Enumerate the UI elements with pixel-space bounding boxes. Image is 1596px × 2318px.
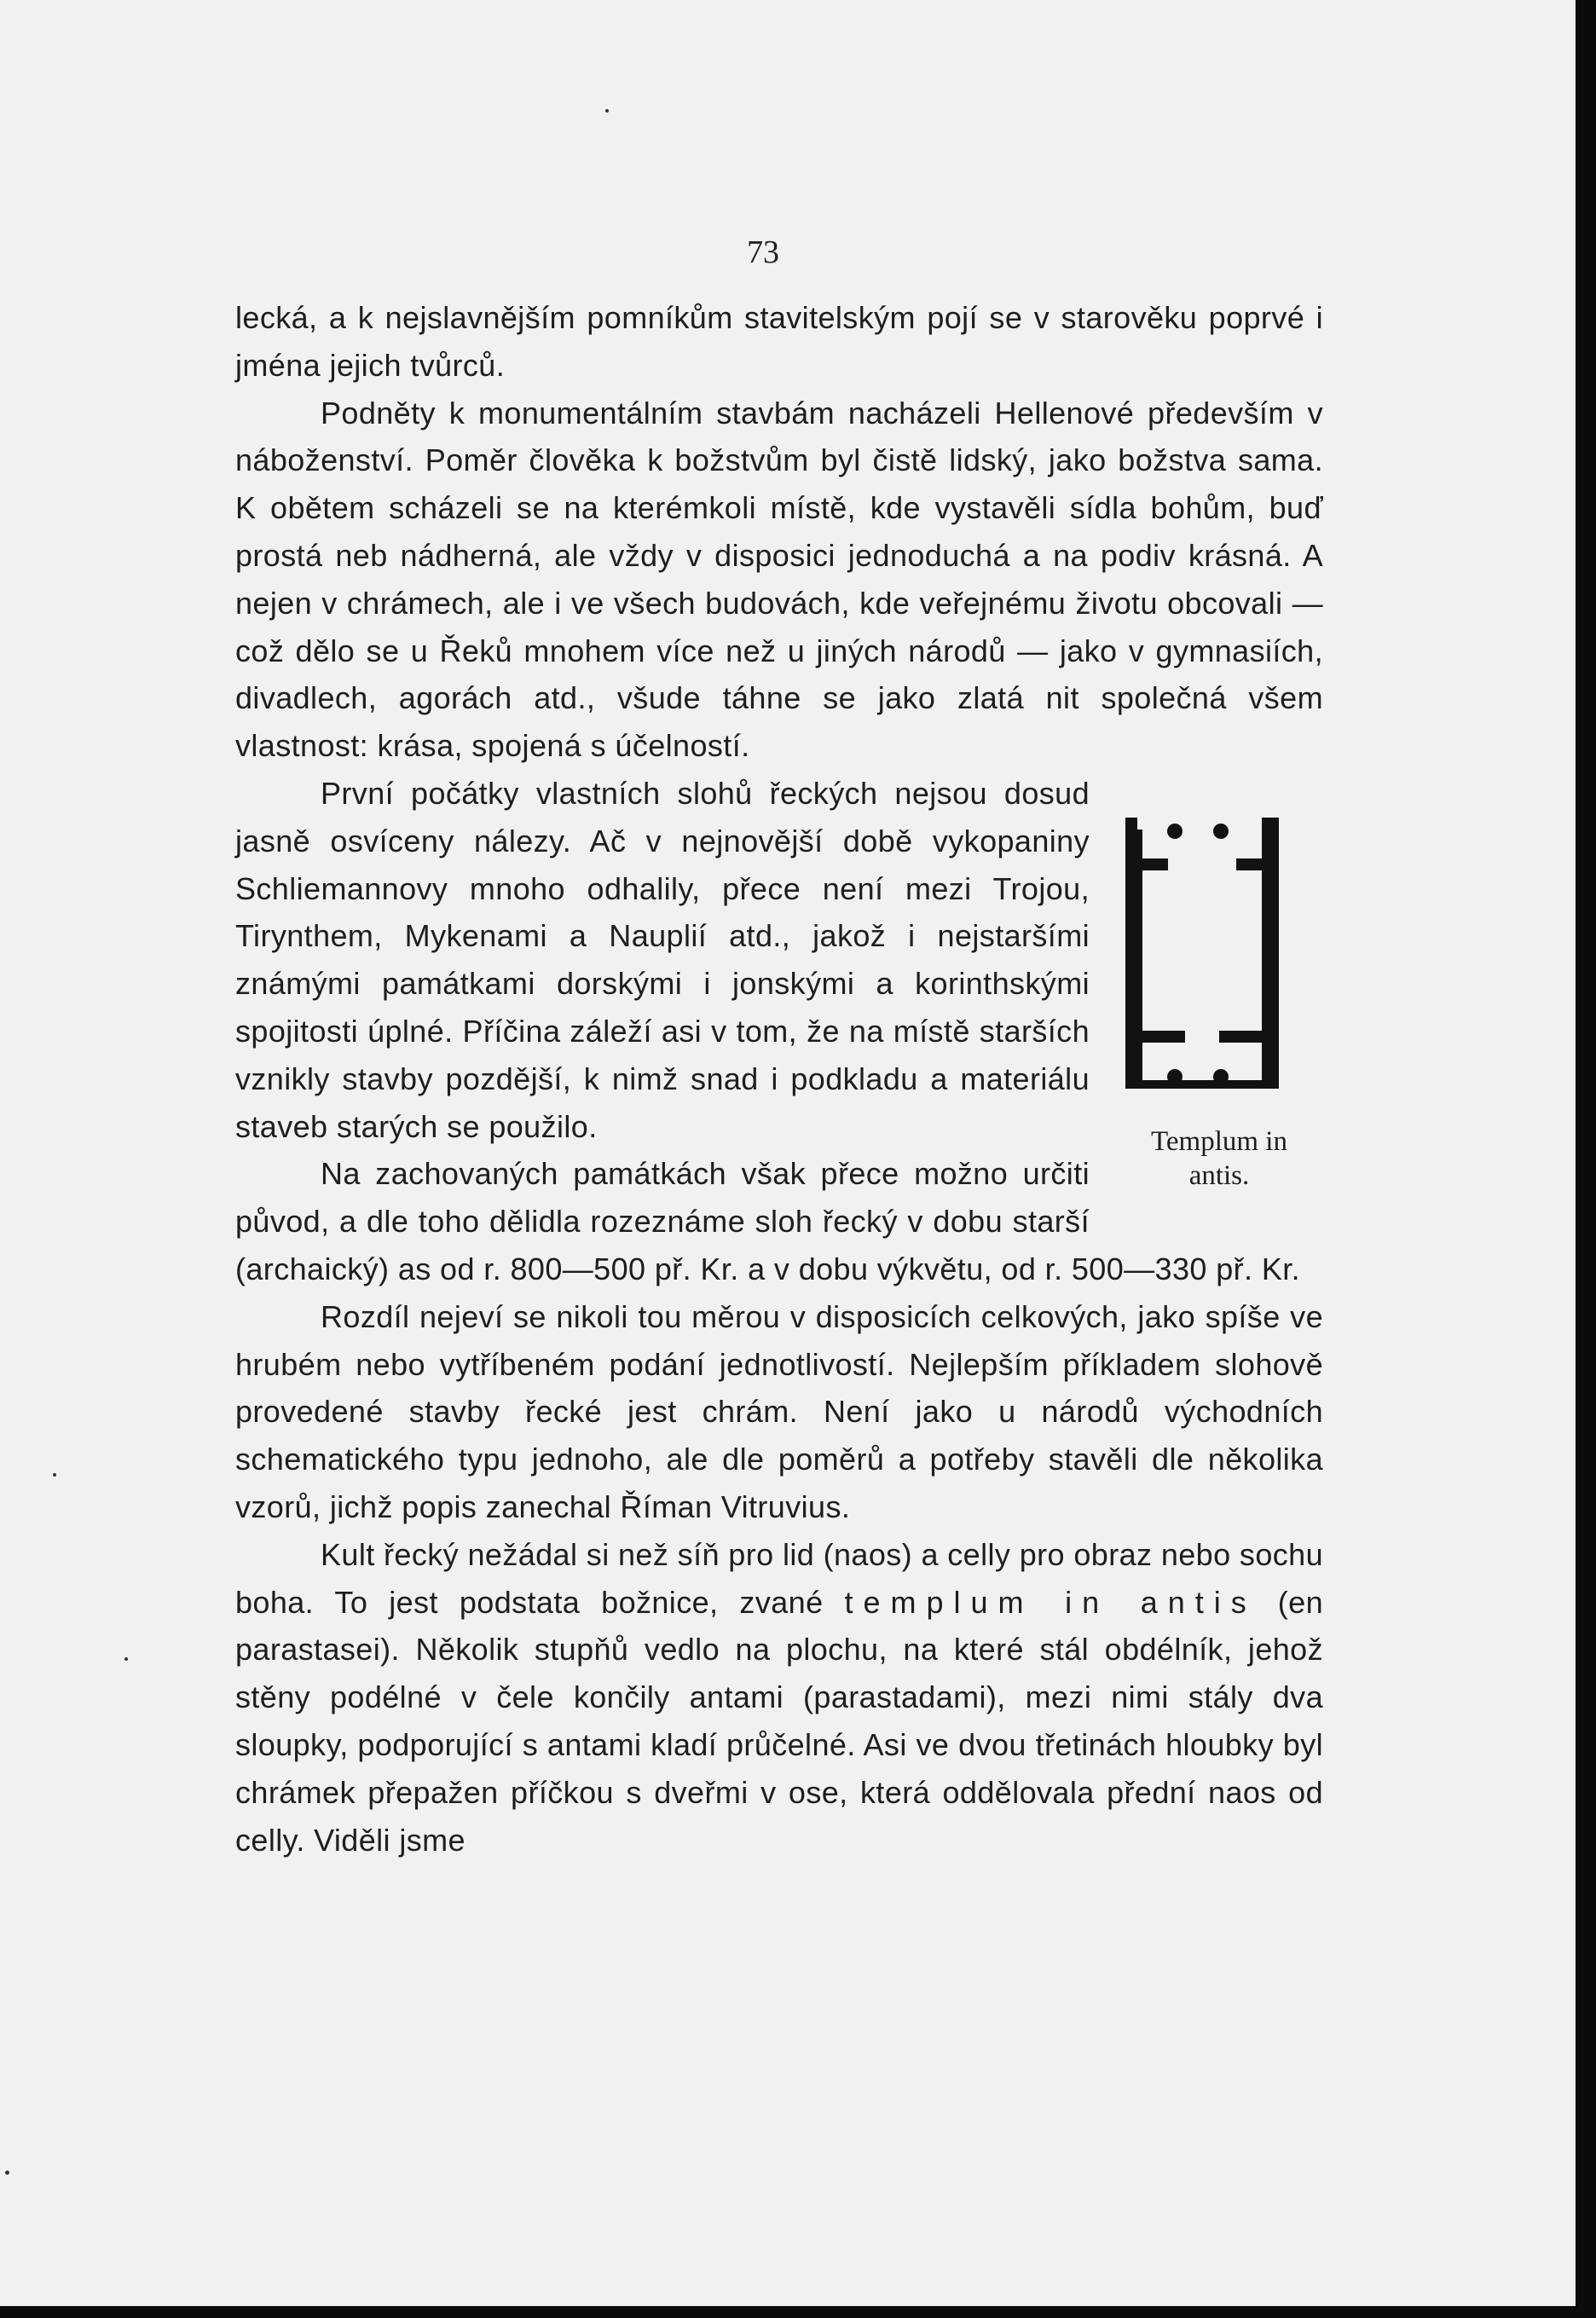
- plan-front-column-left: [1167, 824, 1183, 839]
- figure-caption-line-1: Templum in: [1151, 1125, 1287, 1157]
- paragraph-4: Na zachovaných památkách však přece možno určiti původ, a dle toho dělidla rozeznáme sloh řecký v dobu starší (archaický) as od r. 800—500 př. Kr. a v dobu výkvětu, od r. 500—330 př. Kr.: [235, 1156, 1301, 1286]
- figure-caption-line-2: antis.: [1188, 1159, 1250, 1191]
- plan-rear-edge: [1125, 1080, 1279, 1089]
- figure-caption: [1115, 1124, 1323, 1193]
- speck: [124, 1657, 128, 1661]
- page-number: 73: [747, 234, 779, 270]
- paragraph-5: Rozdíl nejeví se nikoli tou měrou v disposicích celkových, jako spíše ve hrubém nebo vytříbeném podání jednotlivostí. Nejlepším příkladem slohově provedené stavby řecké jest chrám. Není jako u národů východních schematického typu jednoho, ale dle poměrů a potřeby stavěli dle několika vzorů, jichž popis zanechal Říman Vitruvius.: [235, 1298, 1323, 1524]
- spaced-term-templum-in-antis: templum in antis: [844, 1584, 1257, 1620]
- body-text: [235, 294, 1323, 1864]
- paragraph-6-text-before: Kult řecký nežádal si než síň pro lid (naos) a celly pro obraz nebo sochu boha. To jest podstata božnice, zvané: [235, 1536, 1323, 1620]
- paragraph-2: Podněty k monumentálním stavbám nacházeli Hellenové především v náboženství. Poměr člověka k božstvům byl čistě lidský, jako božstva sama. K obětem scházeli se na kterémkoli místě, kde vystavěli sídla bohům, buď prostá neb nádherná, ale vždy v disposici jednoduchá a na podiv krásná. A nejen v chrámech, ale i ve všech budovách, kde veřejnému životu obcovali — což dělo se u Řeků mnohem více než u jiných národů — jako v gymnasiích, divadlech, agorách atd., všude táhne se jako zlatá nit společná všem vlastnost: krása, spojená s účelností.: [235, 395, 1323, 764]
- plan-partition-right: [1219, 1031, 1262, 1043]
- temple-plan-diagram: [1125, 818, 1279, 1089]
- plan-right-wall: [1262, 830, 1279, 1089]
- paragraph-6: [235, 1531, 1323, 1864]
- figure-templum-in-antis: [1115, 818, 1323, 1227]
- plan-anta-left: [1142, 858, 1168, 870]
- plan-front-column-right: [1213, 824, 1229, 839]
- speck: [53, 1473, 56, 1477]
- plan-anta-right: [1236, 858, 1262, 870]
- paragraph-6-text-after: (en parastasei). Několik stupňů vedlo na plochu, na které stál obdélník, jehož stěny podélné v čele končily antami (parastadami), mezi nimi stály dva sloupky, podporující s antami kladí průčelné. Asi ve dvou třetinách hloubky byl chrámek přepažen příčkou s dveřmi v ose, která oddělovala přední naos od celly. Viděli jsme: [235, 1584, 1323, 1858]
- paragraph-1: lecká, a k nejslavnějším pomníkům stavitelským pojí se v starověku poprvé i jména jejich tvůrců.: [235, 300, 1323, 383]
- speck: [5, 2171, 9, 2175]
- plan-partition-left: [1142, 1031, 1185, 1043]
- plan-front-left-corner: [1125, 818, 1137, 830]
- plan-front-right-corner: [1262, 818, 1279, 830]
- paragraph-3: První počátky vlastních slohů řeckých nejsou dosud jasně osvíceny nálezy. Ač v nejnovější době vykopaniny Schliemannovy mnoho odhalily, přece není mezi Trojou, Tirynthem, Mykenami a Nauplií atd., jakož i nejstaršími známými památkami dorskými i jonskými a korinthskými spojitosti úplné. Příčina záleží asi v tom, že na místě starších vznikly stavby pozdější, k nimž snad i podkladu a materiálu staveb starých se použilo.: [235, 775, 1090, 1144]
- plan-left-wall: [1125, 830, 1142, 1089]
- speck: [605, 109, 609, 113]
